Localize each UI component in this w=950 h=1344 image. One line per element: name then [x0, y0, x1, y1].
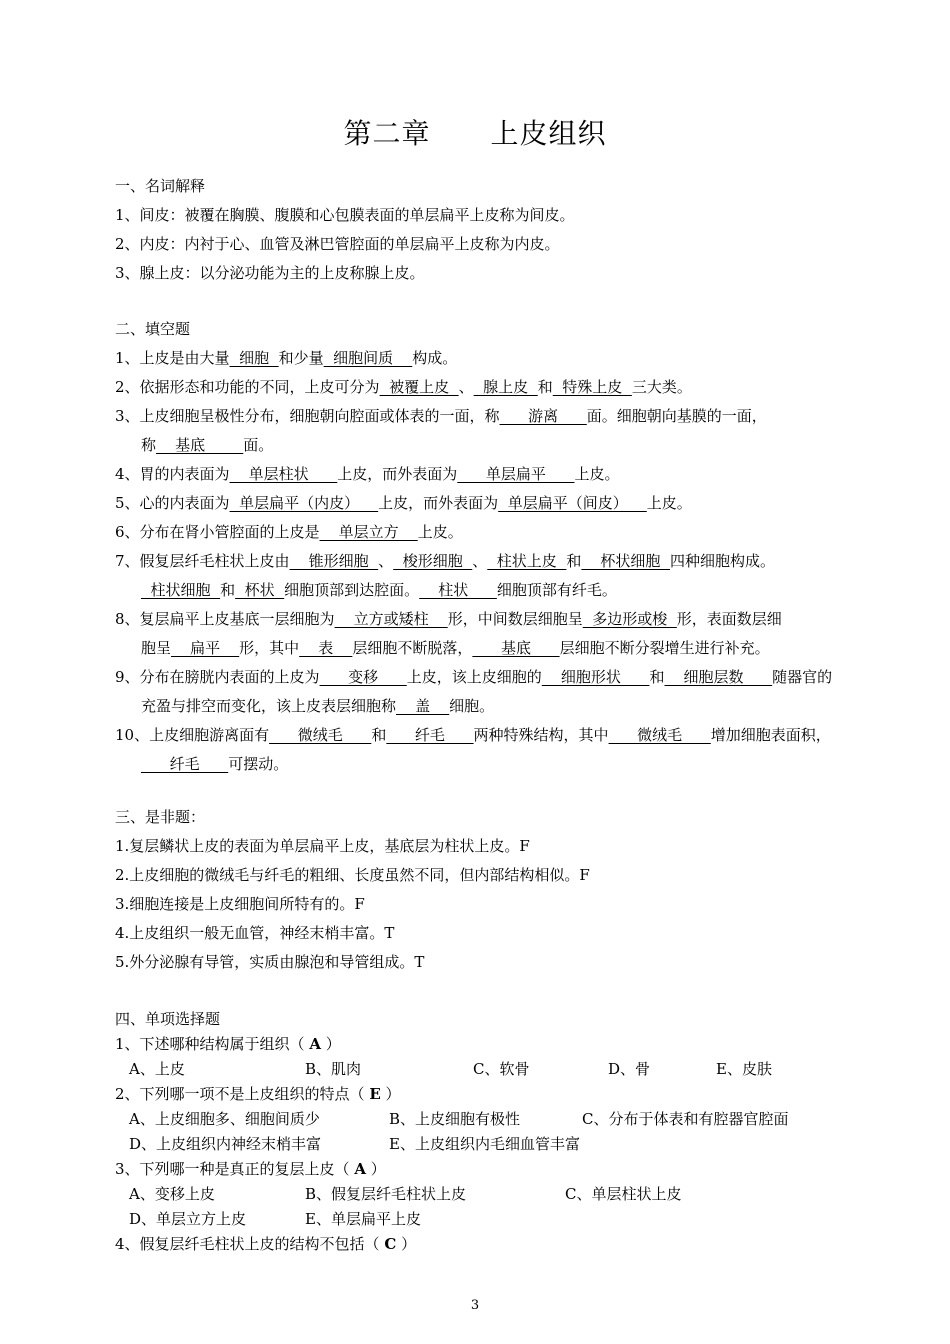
blank-answer: 多边形或梭 [582, 610, 677, 628]
tf-item: 1.复层鳞状上皮的表面为单层扁平上皮，基底层为柱状上皮。F [115, 837, 530, 855]
tf-item: 4.上皮组织一般无血管，神经末梢丰富。T [115, 924, 395, 942]
blank-answer: 单层扁平（内皮） [229, 494, 379, 512]
fill-question-6: 6、分布在肾小管腔面的上皮是 单层立方 上皮。 [115, 523, 463, 541]
blank-answer: 基底 [472, 639, 560, 657]
blank-answer: 单层立方 [319, 523, 418, 541]
blank-answer: 扁平 [171, 639, 240, 657]
blank-answer: 微绒毛 [608, 726, 711, 744]
choice-question-3: 3、下列哪一种是真正的复层上皮（ A ） [115, 1160, 386, 1178]
section-heading: 四、单项选择题 [115, 1010, 221, 1028]
blank-answer: 杯状 [235, 581, 285, 599]
page-number: 3 [470, 1298, 480, 1313]
answer-letter: C [384, 1235, 397, 1253]
option: C、分布于体表和有腔器官腔面 [582, 1110, 789, 1128]
options-row [115, 1107, 845, 1132]
option: E、皮肤 [716, 1060, 772, 1078]
blank-answer: 基底 [156, 436, 244, 454]
blank-answer: 变移 [319, 668, 407, 686]
option: A、上皮 [129, 1060, 185, 1078]
blank-answer: 细胞层数 [664, 668, 773, 686]
options-row [115, 1132, 845, 1157]
option: D、上皮组织内神经末梢丰富 [129, 1135, 322, 1153]
blank-answer: 细胞形状 [541, 668, 650, 686]
blank-answer: 纤毛 [141, 755, 229, 773]
blank-answer: 特殊上皮 [552, 378, 632, 396]
blank-answer: 柱状细胞 [141, 581, 221, 599]
option: E、上皮组织内毛细血管丰富 [389, 1135, 580, 1153]
option: D、单层立方上皮 [129, 1210, 247, 1228]
blank-answer: 梭形细胞 [393, 552, 473, 570]
fill-question-4: 4、胃的内表面为 单层柱状 上皮，而外表面为 单层扁平 上皮。 [115, 465, 620, 483]
blank-answer: 微绒毛 [269, 726, 372, 744]
blank-answer: 被覆上皮 [379, 378, 459, 396]
blank-answer: 细胞间质 [323, 349, 413, 367]
blank-answer: 细胞 [229, 349, 279, 367]
options-row [115, 1057, 845, 1082]
term-item: 1、间皮：被覆在胸膜、腹膜和心包膜表面的单层扁平上皮称为间皮。 [115, 206, 575, 224]
choice-question-2: 2、下列哪一项不是上皮组织的特点（ E ） [115, 1085, 401, 1103]
answer-letter: E [369, 1085, 381, 1103]
fill-question-8: 8、复层扁平上皮基底一层细胞为 立方或矮柱 形，中间数层细胞呈 多边形或梭 形，表面数层细 [115, 610, 782, 628]
blank-answer: 纤毛 [386, 726, 474, 744]
option: C、单层柱状上皮 [565, 1185, 682, 1203]
section-heading: 三、是非题： [115, 808, 206, 826]
tf-item: 2.上皮细胞的微绒毛与纤毛的粗细、长度虽然不同，但内部结构相似。F [115, 866, 590, 884]
blank-answer: 单层扁平（间皮） [498, 494, 647, 512]
fill-question-3: 3、上皮细胞呈极性分布，细胞朝向腔面或体表的一面，称 游离 面。细胞朝向基膜的一面， [115, 407, 767, 425]
tf-item: 3.细胞连接是上皮细胞间所特有的。F [115, 895, 365, 913]
term-item: 3、腺上皮：以分泌功能为主的上皮称腺上皮。 [115, 264, 425, 282]
options-row [115, 1182, 845, 1207]
blank-answer: 表 [299, 639, 353, 657]
fill-question-3-cont: 称 基底 面。 [141, 436, 274, 454]
blank-answer: 游离 [499, 407, 587, 425]
answer-letter: A [309, 1035, 321, 1053]
fill-question-7: 7、假复层纤毛柱状上皮由 锥形细胞 、 梭形细胞 、 柱状上皮 和 杯状细胞 四种细胞构成。 [115, 552, 775, 570]
blank-answer: 柱状 [419, 581, 497, 599]
blank-answer: 单层柱状 [229, 465, 338, 483]
blank-answer: 盖 [396, 697, 450, 715]
answer-letter: A [354, 1160, 366, 1178]
fill-question-9-cont: 充盈与排空而变化，该上皮表层细胞称 盖 细胞。 [141, 697, 495, 715]
blank-answer: 锥形细胞 [289, 552, 379, 570]
fill-question-1: 1、上皮是由大量 细胞 和少量 细胞间质 构成。 [115, 349, 458, 367]
option: B、上皮细胞有极性 [389, 1110, 521, 1128]
section-fill-blank [115, 315, 845, 779]
blank-answer: 腺上皮 [473, 378, 538, 396]
blank-answer: 单层扁平 [457, 465, 575, 483]
fill-question-10: 10、上皮细胞游离面有 微绒毛 和 纤毛 两种特殊结构，其中 微绒毛 增加细胞表面积， [115, 726, 831, 744]
fill-question-7-cont: 柱状细胞 和 杯状 细胞顶部到达腔面。 柱状 细胞顶部有纤毛。 [141, 581, 617, 599]
options-row [115, 1207, 845, 1232]
option: B、肌肉 [305, 1060, 362, 1078]
blank-answer: 立方或矮柱 [334, 610, 448, 628]
tf-item: 5.外分泌腺有导管，实质由腺泡和导管组成。T [115, 953, 425, 971]
section-heading: 二、填空题 [115, 320, 191, 338]
chapter-name: 上皮组织 [490, 117, 607, 150]
fill-question-9: 9、分布在膀胱内表面的上皮为 变移 上皮，该上皮细胞的 细胞形状 和 细胞层数 随器官的 [115, 668, 833, 686]
term-item: 2、内皮：内衬于心、血管及淋巴管腔面的单层扁平上皮称为内皮。 [115, 235, 560, 253]
option: E、单层扁平上皮 [305, 1210, 421, 1228]
blank-answer: 柱状上皮 [487, 552, 567, 570]
option: A、变移上皮 [129, 1185, 215, 1203]
fill-question-8-cont: 胞呈 扁平 形，其中 表 层细胞不断脱落， 基底 层细胞不断分裂增生进行补充。 [141, 639, 770, 657]
fill-question-10-cont: 纤毛 可摆动。 [141, 755, 289, 773]
option: A、上皮细胞多、细胞间质少 [129, 1110, 320, 1128]
option: B、假复层纤毛柱状上皮 [305, 1185, 467, 1203]
blank-answer: 杯状细胞 [581, 552, 670, 570]
section-heading: 一、名词解释 [115, 177, 206, 195]
option: C、软骨 [473, 1060, 530, 1078]
fill-question-2: 2、依据形态和功能的不同，上皮可分为 被覆上皮 、 腺上皮 和 特殊上皮 三大类。 [115, 378, 692, 396]
section-true-false [115, 803, 845, 977]
choice-question-1: 1、下述哪种结构属于组织（ A ） [115, 1035, 341, 1053]
fill-question-5: 5、心的内表面为 单层扁平（内皮） 上皮，而外表面为 单层扁平（间皮） 上皮。 [115, 494, 692, 512]
option: D、骨 [608, 1060, 651, 1078]
choice-question-4: 4、假复层纤毛柱状上皮的结构不包括（ C ） [115, 1235, 417, 1253]
chapter-title [0, 112, 950, 152]
section-terms [115, 172, 845, 288]
chapter-number: 第二章 [343, 117, 431, 150]
section-single-choice [115, 1007, 845, 1257]
